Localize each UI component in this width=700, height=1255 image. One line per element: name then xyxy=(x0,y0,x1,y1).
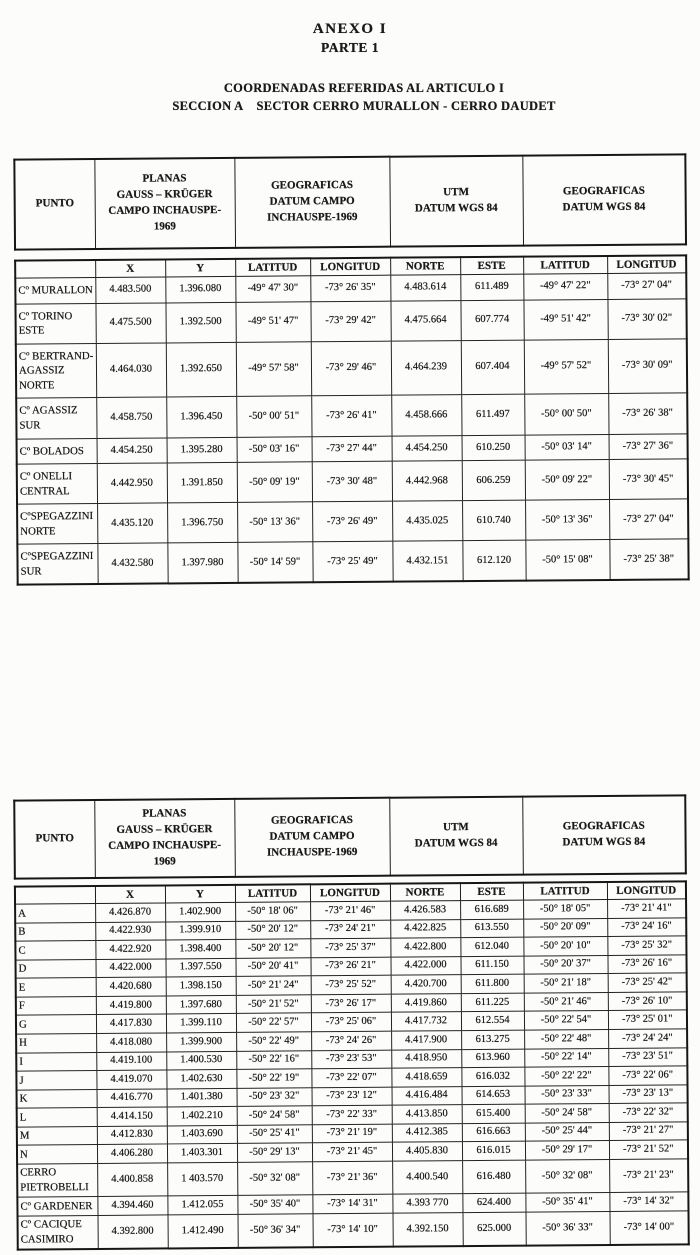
table-row xyxy=(17,539,688,585)
coordinate-cell: -73° 23' 12" xyxy=(312,1087,392,1106)
coordinate-cell: -50° 21' 52" xyxy=(236,995,311,1014)
coordinate-cell: 4.475.500 xyxy=(95,303,165,344)
coordinate-cell: -50° 20' 09" xyxy=(523,918,607,937)
annex-title: ANEXO I xyxy=(312,21,388,37)
coordinate-cell: 612.554 xyxy=(461,1012,524,1031)
coordinate-cell: -73° 27' 44" xyxy=(312,436,392,462)
coordinate-cell: -50° 36' 34" xyxy=(238,1213,313,1247)
coordinate-cell: -50° 15' 08" xyxy=(525,540,609,581)
coordinate-cell: -50° 20' 37" xyxy=(523,955,607,974)
coordinate-cell: 4.435.025 xyxy=(392,501,462,542)
coordinate-cell: 1.396.750 xyxy=(167,503,237,544)
coordinate-cell: -50° 23' 33" xyxy=(525,1085,609,1104)
point-name-cell: K xyxy=(17,1089,97,1108)
point-name-cell: L xyxy=(17,1108,97,1127)
coordinate-cell: -73° 25' 32" xyxy=(607,936,686,955)
coordinate-cell: 4.394.460 xyxy=(97,1196,167,1215)
header-group-geograficas-inchauspe: GEOGRAFICAS DATUM CAMPO INCHAUSPE-1969 xyxy=(234,798,390,877)
coordinate-cell: -50° 22' 22" xyxy=(524,1067,608,1086)
coordinate-cell: -73° 25' 38" xyxy=(609,539,688,580)
coordinate-cell: -50° 00' 50" xyxy=(524,394,608,435)
coordinate-cell: 616.015 xyxy=(462,1141,525,1160)
coordinate-cell: 4.418.950 xyxy=(391,1049,461,1068)
header-group-utm-wgs84: UTM DATUM WGS 84 xyxy=(389,156,523,247)
coordinate-cell: 4.419.100 xyxy=(96,1051,166,1070)
coordinate-cell: 4.435.120 xyxy=(97,503,167,544)
coordinate-cell: 4.422.000 xyxy=(390,956,460,975)
coordinate-cell: -49° 57' 52" xyxy=(524,339,608,394)
coordinate-cell: 1.397.550 xyxy=(165,958,235,977)
table2-body xyxy=(15,899,689,1249)
point-name-cell: F xyxy=(16,996,96,1015)
coordinate-cell: 613.550 xyxy=(460,919,523,938)
coordinate-cell: 4.419.860 xyxy=(391,993,461,1012)
coordinates-body-table xyxy=(14,880,690,1250)
header-group-geograficas-wgs84: GEOGRAFICAS DATUM WGS 84 xyxy=(522,154,686,245)
subtitle-coordinates: COORDENADAS REFERIDAS AL ARTICULO I xyxy=(223,81,505,95)
coordinate-cell: 606.259 xyxy=(462,460,525,501)
coordinate-cell: -73° 26' 16" xyxy=(607,955,686,974)
column-header-y: Y xyxy=(165,885,235,903)
coordinate-cell: -73° 21' 23" xyxy=(609,1159,688,1193)
point-name-cell: Cº AGASSIZ SUR xyxy=(16,398,96,439)
coordinate-cell: 607.404 xyxy=(461,340,524,395)
coordinate-cell: 4.400.540 xyxy=(392,1161,462,1195)
header-group-punto: PUNTO xyxy=(14,159,95,250)
coordinate-cell: 4.417.732 xyxy=(391,1012,461,1031)
coordinate-cell: 4.422.000 xyxy=(95,959,165,978)
coordinate-cell: -49° 57' 58" xyxy=(236,341,311,396)
coordinate-cell: 4.426.870 xyxy=(95,903,165,922)
coordinate-cell: -73° 25' 37" xyxy=(310,938,390,957)
point-name-cell: CERRO PIETROBELLI xyxy=(17,1163,97,1197)
point-name-cell: Cº BERTRAND- AGASSIZ NORTE xyxy=(16,343,96,398)
coordinate-cell: -73° 14' 32" xyxy=(609,1192,688,1211)
point-name-cell: CºSPEGAZZINI NORTE xyxy=(17,504,97,545)
coordinate-cell: 625.000 xyxy=(462,1212,525,1246)
coordinate-cell: 612.040 xyxy=(460,937,523,956)
coordinate-cell: 1.412.490 xyxy=(168,1214,238,1248)
coordinate-cell: -73° 24' 24" xyxy=(608,1029,687,1048)
title-block xyxy=(0,21,700,56)
coordinate-cell: -73° 25' 52" xyxy=(311,975,391,994)
table-row xyxy=(17,1159,688,1197)
coordinate-cell: 624.400 xyxy=(462,1193,525,1212)
coordinate-cell: 4.414.150 xyxy=(97,1107,167,1126)
table-row xyxy=(16,393,687,438)
coordinate-cell: 1.402.630 xyxy=(166,1069,236,1088)
coordinate-cell: 4.458.750 xyxy=(96,397,166,438)
coordinate-cell: 1.403.301 xyxy=(167,1144,237,1163)
coordinates-header-table xyxy=(13,153,687,250)
coordinate-cell: 4.464.030 xyxy=(96,343,166,398)
coordinate-cell: 611.497 xyxy=(461,395,524,436)
coordinate-cell: 1.397.680 xyxy=(166,995,236,1014)
coordinate-cell: 610.740 xyxy=(462,500,525,541)
coordinate-cell: -73° 21' 52" xyxy=(609,1140,688,1159)
coordinate-cell: 4.405.830 xyxy=(392,1142,462,1161)
coordinate-cell: -49° 51' 42" xyxy=(523,299,607,340)
coordinate-cell: -73° 23' 51" xyxy=(608,1047,687,1066)
coordinate-cell: -73° 25' 49" xyxy=(312,541,392,582)
coordinate-cell: -73° 26' 35" xyxy=(310,275,390,301)
coordinate-cell: 616.689 xyxy=(460,900,523,919)
coordinate-cell: -50° 20' 12" xyxy=(235,939,310,958)
coordinate-cell: 4.483.614 xyxy=(390,275,460,301)
coordinate-cell: -50° 35' 40" xyxy=(237,1195,312,1214)
header-group-planas-gauss-kruger: PLANAS GAUSS – KRÜGER CAMPO INCHAUSPE- 1969 xyxy=(94,799,235,878)
coordinate-cell: -73° 26' 49" xyxy=(312,501,392,542)
column-header-este: ESTE xyxy=(460,257,523,275)
coordinate-cell: -73° 22' 07" xyxy=(311,1068,391,1087)
point-name-cell: Cº BOLADOS xyxy=(17,438,97,464)
column-header-longitud-inchauspe: LONGITUD xyxy=(310,884,390,902)
coordinate-cell: -50° 13' 36" xyxy=(525,500,609,541)
point-name-cell: G xyxy=(16,1015,96,1034)
coordinate-cell: 611.150 xyxy=(460,956,523,975)
coordinates-body-table xyxy=(14,254,690,586)
coordinate-cell: 4.420.700 xyxy=(391,975,461,994)
coordinate-cell: -73° 30' 48" xyxy=(312,461,392,502)
table-row xyxy=(15,298,686,343)
coordinate-cell: -50° 32' 08" xyxy=(525,1159,609,1193)
coordinate-cell: -50° 03' 14" xyxy=(525,434,609,460)
point-name-cell: B xyxy=(15,922,95,941)
coordinate-cell: -73° 25' 06" xyxy=(311,1013,391,1032)
coordinate-cell: 616.663 xyxy=(462,1123,525,1142)
column-header-longitud-inchauspe: LONGITUD xyxy=(310,258,390,276)
coordinate-cell: -73° 21' 41" xyxy=(607,899,686,918)
coordinate-cell: -50° 14' 59" xyxy=(237,542,312,583)
coordinate-cell: -50° 18' 06" xyxy=(235,902,310,921)
coordinate-cell: -50° 00' 51" xyxy=(236,396,311,437)
coordinate-cell: -73° 23' 53" xyxy=(311,1050,391,1069)
header-group-geograficas-inchauspe: GEOGRAFICAS DATUM CAMPO INCHAUSPE-1969 xyxy=(234,157,390,248)
table-row xyxy=(17,499,688,544)
coordinate-cell: 1.403.690 xyxy=(167,1125,237,1144)
coordinate-cell: 611.800 xyxy=(461,974,524,993)
table-row xyxy=(18,1210,689,1249)
coordinate-cell: -73° 23' 13" xyxy=(609,1084,688,1103)
header-group-punto: PUNTO xyxy=(14,800,95,879)
sector-table-named-peaks xyxy=(13,153,687,586)
point-name-cell: N xyxy=(17,1145,97,1164)
coordinate-cell: 4.392.800 xyxy=(98,1215,168,1249)
coordinate-cell: 614.653 xyxy=(462,1086,525,1105)
coordinate-cell: -73° 30' 45" xyxy=(609,459,688,500)
coordinate-cell: 4.418.659 xyxy=(391,1068,461,1087)
coordinate-cell: 607.774 xyxy=(460,300,523,341)
column-header-latitud-wgs84: LATITUD xyxy=(523,882,607,900)
coordinate-cell: -50° 29' 13" xyxy=(237,1143,312,1162)
coordinate-cell: 4.432.151 xyxy=(392,541,462,582)
point-name-cell: Cº CACIQUE CASIMIRO xyxy=(18,1215,98,1249)
coordinate-cell: 4.417.830 xyxy=(96,1014,166,1033)
coordinate-cell: -73° 24' 26" xyxy=(311,1031,391,1050)
coordinate-cell: -73° 26' 10" xyxy=(608,992,687,1011)
coordinate-cell: -73° 22' 33" xyxy=(312,1105,392,1124)
coordinate-cell: 4.420.680 xyxy=(96,977,166,996)
column-header-empty xyxy=(15,886,95,904)
point-name-cell: Cº MURALLON xyxy=(15,278,95,304)
sector-table-points-a-n xyxy=(13,794,688,1250)
coordinate-cell: -73° 22' 06" xyxy=(608,1066,687,1085)
header-group-planas-gauss-kruger: PLANAS GAUSS – KRÜGER CAMPO INCHAUSPE- 1969 xyxy=(94,158,235,249)
coordinate-cell: 4.419.070 xyxy=(96,1070,166,1089)
column-header-longitud-wgs84: LONGITUD xyxy=(607,881,686,899)
coordinate-cell: 4.426.583 xyxy=(390,901,460,920)
coordinate-cell: 4.406.280 xyxy=(97,1144,167,1163)
coordinate-cell: 4.412.830 xyxy=(97,1126,167,1145)
coordinate-cell: -50° 25' 44" xyxy=(525,1122,609,1141)
coordinate-cell: 1.396.450 xyxy=(166,397,236,438)
point-name-cell: Cº ONELLI CENTRAL xyxy=(17,464,97,505)
coordinate-cell: -50° 22' 54" xyxy=(524,1011,608,1030)
column-header-latitud-inchauspe: LATITUD xyxy=(235,258,310,276)
point-name-cell: I xyxy=(16,1052,96,1071)
coordinate-cell: 1.401.380 xyxy=(167,1088,237,1107)
coordinate-cell: -49° 47' 30" xyxy=(235,276,310,302)
coordinate-cell: 4.416.484 xyxy=(392,1086,462,1105)
point-name-cell: J xyxy=(16,1071,96,1090)
coordinate-cell: -73° 21' 19" xyxy=(312,1124,392,1143)
column-header-x: X xyxy=(95,259,165,277)
column-header-empty xyxy=(15,260,95,278)
coordinate-cell: -50° 22' 57" xyxy=(236,1013,311,1032)
coordinate-cell: 611.489 xyxy=(460,274,523,300)
coordinate-cell: 610.250 xyxy=(462,435,525,461)
coordinate-cell: -49° 47' 22" xyxy=(523,273,607,299)
coordinate-cell: 616.480 xyxy=(462,1160,525,1194)
coordinate-cell: -73° 27' 04" xyxy=(607,273,686,299)
coordinate-cell: -73° 21' 45" xyxy=(312,1142,392,1161)
coordinate-cell: 612.120 xyxy=(462,540,525,581)
coordinate-cell: -73° 25' 42" xyxy=(608,973,687,992)
coordinate-cell: 4.412.385 xyxy=(392,1123,462,1142)
coordinate-cell: 4.432.580 xyxy=(97,543,167,584)
coordinate-cell: 1.396.080 xyxy=(165,276,235,302)
subtitle-sector: SECCION A SECTOR CERRO MURALLON - CERRO DAUDET xyxy=(172,99,556,113)
coordinate-cell: 1.400.530 xyxy=(166,1051,236,1070)
coordinate-cell: -73° 26' 21" xyxy=(310,957,390,976)
coordinate-cell: -73° 22' 32" xyxy=(609,1103,688,1122)
coordinate-cell: 4.483.500 xyxy=(95,277,165,303)
coordinate-cell: -49° 51' 47" xyxy=(235,301,310,342)
column-header-latitud-inchauspe: LATITUD xyxy=(235,884,310,902)
coordinate-cell: -73° 14' 10" xyxy=(312,1213,392,1247)
coordinate-cell: 4.418.080 xyxy=(96,1033,166,1052)
coordinate-cell: 615.400 xyxy=(462,1104,525,1123)
table-row xyxy=(17,459,688,504)
coordinate-cell: -50° 03' 16" xyxy=(237,436,312,462)
coordinate-cell: 4.392.150 xyxy=(392,1212,462,1246)
column-header-norte: NORTE xyxy=(390,883,460,901)
coordinate-cell: 1.398.150 xyxy=(166,977,236,996)
coordinate-cell: -73° 21' 36" xyxy=(312,1161,392,1195)
coordinate-cell: -73° 14' 31" xyxy=(312,1194,392,1213)
point-name-cell: M xyxy=(17,1126,97,1145)
coordinate-cell: 4.422.825 xyxy=(390,919,460,938)
coordinate-cell: -73° 24' 16" xyxy=(607,917,686,936)
coordinate-cell: 1.412.055 xyxy=(167,1195,237,1214)
coordinate-cell: -50° 24' 58" xyxy=(525,1104,609,1123)
coordinate-cell: 1.402.210 xyxy=(167,1107,237,1126)
coordinate-cell: 4.413.850 xyxy=(392,1105,462,1124)
coordinate-cell: -50° 22' 49" xyxy=(236,1032,311,1051)
coordinate-cell: 4.454.250 xyxy=(97,437,167,463)
coordinate-cell: 1.391.850 xyxy=(167,462,237,503)
coordinate-cell: -50° 25' 41" xyxy=(237,1125,312,1144)
coordinate-cell: -50° 22' 48" xyxy=(524,1029,608,1048)
coordinate-cell: -73° 30' 02" xyxy=(607,298,686,339)
column-header-este: ESTE xyxy=(460,883,523,901)
coordinate-cell: 1.402.900 xyxy=(165,902,235,921)
coordinate-cell: -50° 22' 14" xyxy=(524,1048,608,1067)
coordinate-cell: -73° 26' 41" xyxy=(311,396,391,437)
column-header-latitud-wgs84: LATITUD xyxy=(523,256,607,274)
coordinate-cell: 4.400.858 xyxy=(97,1163,167,1197)
coordinate-cell: 4.393 770 xyxy=(392,1194,462,1213)
coordinate-cell: -50° 09' 19" xyxy=(237,462,312,503)
coordinate-cell: 613.960 xyxy=(461,1049,524,1068)
point-name-cell: E xyxy=(16,978,96,997)
coordinate-cell: 4.419.800 xyxy=(96,996,166,1015)
coordinate-cell: 1.399.110 xyxy=(166,1014,236,1033)
coordinate-cell: -50° 21' 18" xyxy=(524,974,608,993)
coordinate-cell: -73° 29' 46" xyxy=(311,341,391,396)
coordinate-cell: -73° 30' 09" xyxy=(608,339,687,394)
coordinate-cell: 4.464.239 xyxy=(391,340,461,395)
coordinate-cell: -73° 27' 36" xyxy=(609,433,688,459)
coordinate-cell: -50° 20' 10" xyxy=(523,937,607,956)
coordinate-cell: 4.475.664 xyxy=(390,300,460,341)
coordinate-cell: 1.392.650 xyxy=(166,342,236,397)
column-header-x: X xyxy=(95,885,165,903)
coordinate-cell: -50° 13' 36" xyxy=(237,502,312,543)
coordinate-cell: 4.454.250 xyxy=(392,435,462,461)
coordinate-cell: 1.399.910 xyxy=(165,921,235,940)
point-name-cell: CºSPEGAZZINI SUR xyxy=(17,544,97,585)
coordinate-cell: 4.422.920 xyxy=(95,940,165,959)
point-name-cell: H xyxy=(16,1033,96,1052)
coordinate-cell: 4.417.900 xyxy=(391,1031,461,1050)
coordinate-cell: -50° 36' 33" xyxy=(525,1211,609,1245)
point-name-cell: D xyxy=(15,959,95,978)
coordinate-cell: 1.395.280 xyxy=(167,437,237,463)
column-header-y: Y xyxy=(165,259,235,277)
subtitle-block xyxy=(14,81,700,114)
coordinate-cell: 4.422.930 xyxy=(95,922,165,941)
coordinate-cell: -50° 32' 08" xyxy=(237,1162,312,1196)
point-name-cell: C xyxy=(15,941,95,960)
coordinate-cell: 613.275 xyxy=(461,1030,524,1049)
coordinate-cell: 1.399.900 xyxy=(166,1032,236,1051)
coordinate-cell: 1.392.500 xyxy=(165,302,235,343)
coordinate-cell: -73° 24' 21" xyxy=(310,920,390,939)
coordinate-cell: 4.422.800 xyxy=(390,938,460,957)
coordinate-cell: -50° 23' 32" xyxy=(237,1087,312,1106)
coordinate-cell: -50° 21' 46" xyxy=(524,992,608,1011)
coordinate-cell: -50° 20' 41" xyxy=(235,957,310,976)
coordinate-cell: 1.397.980 xyxy=(167,543,237,584)
table-row xyxy=(16,339,687,399)
coordinates-header-table xyxy=(13,794,687,879)
coordinate-cell: -73° 26' 17" xyxy=(311,994,391,1013)
coordinate-cell: -50° 21' 24" xyxy=(236,976,311,995)
coordinate-cell: 4.458.666 xyxy=(391,395,461,436)
coordinate-cell: -73° 26' 38" xyxy=(608,393,687,434)
coordinate-cell: -50° 22' 19" xyxy=(236,1069,311,1088)
coordinate-cell: -73° 21' 27" xyxy=(609,1122,688,1141)
coordinate-cell: 4.416.770 xyxy=(97,1089,167,1108)
coordinate-cell: -73° 25' 01" xyxy=(608,1010,687,1029)
coordinate-cell: -50° 24' 58" xyxy=(237,1106,312,1125)
coordinate-cell: -50° 29' 17" xyxy=(525,1141,609,1160)
coordinate-cell: -50° 22' 16" xyxy=(236,1050,311,1069)
coordinate-cell: -73° 21' 46" xyxy=(310,901,390,920)
coordinate-cell: 4.442.950 xyxy=(97,463,167,504)
part-title: PARTE 1 xyxy=(321,40,379,55)
point-name-cell: Cº GARDENER xyxy=(17,1196,97,1215)
coordinate-cell: -73° 27' 04" xyxy=(609,499,688,540)
coordinate-cell: -73° 14' 00" xyxy=(609,1210,688,1244)
point-name-cell: Cº TORINO ESTE xyxy=(15,303,95,344)
column-header-norte: NORTE xyxy=(390,257,460,275)
column-header-longitud-wgs84: LONGITUD xyxy=(607,255,686,273)
coordinate-cell: -50° 09' 22" xyxy=(525,460,609,501)
coordinate-cell: 1 403.570 xyxy=(167,1162,237,1196)
coordinate-cell: 4.442.968 xyxy=(392,461,462,502)
coordinate-cell: -73° 29' 42" xyxy=(310,301,390,342)
header-group-utm-wgs84: UTM DATUM WGS 84 xyxy=(389,797,523,876)
coordinate-cell: -50° 20' 12" xyxy=(235,920,310,939)
table1-body xyxy=(15,273,688,585)
coordinate-cell: 616.032 xyxy=(461,1067,524,1086)
point-name-cell: A xyxy=(15,904,95,923)
coordinate-cell: 611.225 xyxy=(461,993,524,1012)
coordinate-cell: 1.398.400 xyxy=(165,940,235,959)
coordinate-cell: -50° 18' 05" xyxy=(523,899,607,918)
coordinate-cell: -50° 35' 41" xyxy=(525,1192,609,1211)
header-group-geograficas-wgs84: GEOGRAFICAS DATUM WGS 84 xyxy=(522,795,686,874)
